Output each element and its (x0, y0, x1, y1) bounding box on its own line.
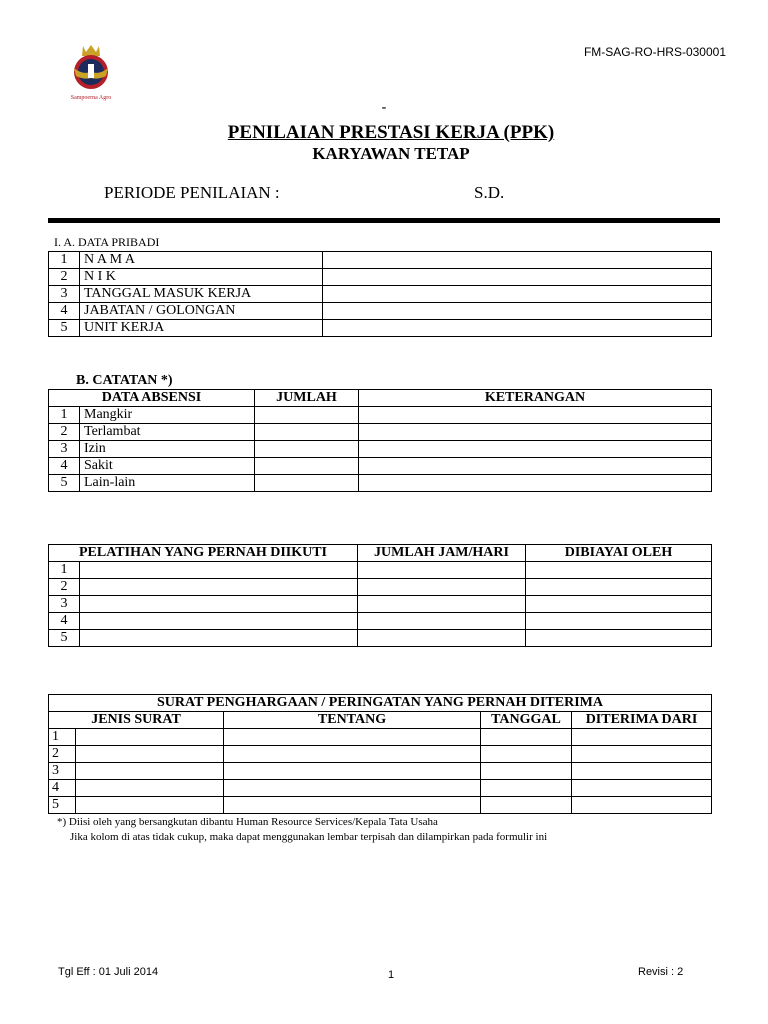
column-header: DITERIMA DARI (572, 712, 712, 729)
table-row (49, 763, 712, 780)
field-value[interactable] (323, 286, 712, 303)
training-name-cell[interactable] (80, 630, 358, 647)
jumlah-cell[interactable] (255, 475, 359, 492)
date-cell[interactable] (481, 780, 572, 797)
section-a-heading: I. A. DATA PRIBADI (54, 235, 160, 249)
funded-by-cell[interactable] (526, 579, 712, 596)
funded-by-cell[interactable] (526, 630, 712, 647)
row-number: 1 (49, 252, 80, 269)
table-title-row (49, 695, 712, 712)
row-number: 5 (49, 630, 80, 647)
field-value[interactable] (323, 303, 712, 320)
field-value[interactable] (323, 269, 712, 286)
about-cell[interactable] (224, 780, 481, 797)
column-header: DATA ABSENSI (49, 390, 255, 407)
column-header: JENIS SURAT (49, 712, 224, 729)
absence-type: Mangkir (80, 407, 255, 424)
row-number: 3 (49, 596, 80, 613)
company-logo (62, 42, 120, 101)
training-name-cell[interactable] (80, 562, 358, 579)
row-number: 2 (49, 746, 76, 763)
keterangan-cell[interactable] (359, 407, 712, 424)
date-cell[interactable] (481, 763, 572, 780)
hours-cell[interactable] (358, 579, 526, 596)
column-header: KETERANGAN (359, 390, 712, 407)
sd-label: S.D. (474, 183, 505, 202)
title-dash: - (381, 100, 387, 115)
note-line-2: Jika kolom di atas tidak cukup, maka dapat menggunakan lembar terpisah dan dilampirkan pada formulir ini (70, 831, 548, 843)
date-cell[interactable] (481, 746, 572, 763)
row-number: 5 (49, 475, 80, 492)
letter-type-cell[interactable] (76, 780, 224, 797)
column-header: TENTANG (224, 712, 481, 729)
page-number: 1 (388, 969, 395, 981)
row-number: 4 (49, 303, 80, 320)
training-name-cell[interactable] (80, 613, 358, 630)
table-row (49, 630, 712, 647)
received-from-cell[interactable] (572, 780, 712, 797)
field-label: N I K (80, 269, 323, 286)
field-label: N A M A (80, 252, 323, 269)
date-cell[interactable] (481, 797, 572, 814)
absence-type: Lain-lain (80, 475, 255, 492)
table-row (49, 303, 712, 320)
table-header-row (49, 712, 712, 729)
absence-type: Sakit (80, 458, 255, 475)
row-number: 3 (49, 286, 80, 303)
table-row (49, 407, 712, 424)
table-row (49, 424, 712, 441)
funded-by-cell[interactable] (526, 613, 712, 630)
table-row (49, 780, 712, 797)
row-number: 1 (49, 729, 76, 746)
table-row (49, 562, 712, 579)
jumlah-cell[interactable] (255, 407, 359, 424)
received-from-cell[interactable] (572, 729, 712, 746)
row-number: 1 (49, 562, 80, 579)
table-row (49, 475, 712, 492)
hours-cell[interactable] (358, 562, 526, 579)
page-subtitle: KARYAWAN TETAP (312, 144, 470, 163)
table-row (49, 729, 712, 746)
keterangan-cell[interactable] (359, 441, 712, 458)
jumlah-cell[interactable] (255, 424, 359, 441)
column-header: PELATIHAN YANG PERNAH DIIKUTI (49, 545, 358, 562)
received-from-cell[interactable] (572, 763, 712, 780)
table-row (49, 252, 712, 269)
absence-type: Izin (80, 441, 255, 458)
training-table (48, 544, 712, 647)
page-title: PENILAIAN PRESTASI KERJA (PPK) (227, 122, 555, 143)
section-b-heading: B. CATATAN *) (76, 373, 173, 388)
jumlah-cell[interactable] (255, 441, 359, 458)
field-value[interactable] (323, 320, 712, 337)
letter-type-cell[interactable] (76, 797, 224, 814)
row-number: 2 (49, 424, 80, 441)
attendance-table (48, 389, 712, 492)
row-number: 1 (49, 407, 80, 424)
row-number: 4 (49, 458, 80, 475)
funded-by-cell[interactable] (526, 596, 712, 613)
table-row (49, 746, 712, 763)
note-line-1: *) Diisi oleh yang bersangkutan dibantu Human Resource Services/Kepala Tata Usaha (57, 816, 438, 828)
field-label: TANGGAL MASUK KERJA (80, 286, 323, 303)
letters-table (48, 694, 712, 814)
about-cell[interactable] (224, 797, 481, 814)
keterangan-cell[interactable] (359, 424, 712, 441)
row-number: 3 (49, 441, 80, 458)
column-header: TANGGAL (481, 712, 572, 729)
keterangan-cell[interactable] (359, 475, 712, 492)
jumlah-cell[interactable] (255, 458, 359, 475)
row-number: 5 (49, 320, 80, 337)
table-row (49, 286, 712, 303)
row-number: 4 (49, 613, 80, 630)
row-number: 3 (49, 763, 76, 780)
table-row (49, 458, 712, 475)
letters-title: SURAT PENGHARGAAN / PERINGATAN YANG PERNAH DITERIMA (49, 695, 712, 712)
about-cell[interactable] (224, 763, 481, 780)
table-header-row (49, 390, 712, 407)
letter-type-cell[interactable] (76, 763, 224, 780)
training-name-cell[interactable] (80, 596, 358, 613)
about-cell[interactable] (224, 746, 481, 763)
form-code: FM-SAG-RO-HRS-030001 (583, 45, 726, 59)
keterangan-cell[interactable] (359, 458, 712, 475)
about-cell[interactable] (224, 729, 481, 746)
table-row (49, 613, 712, 630)
periode-label: PERIODE PENILAIAN : (104, 183, 280, 202)
logo-caption: Sampoerna Agro (70, 95, 112, 101)
received-from-cell[interactable] (572, 746, 712, 763)
absence-type: Terlambat (80, 424, 255, 441)
personal-data-table (48, 251, 712, 337)
table-row (49, 596, 712, 613)
field-value[interactable] (323, 252, 712, 269)
hours-cell[interactable] (358, 613, 526, 630)
field-label: JABATAN / GOLONGAN (80, 303, 323, 320)
row-number: 2 (49, 579, 80, 596)
received-from-cell[interactable] (572, 797, 712, 814)
table-row (49, 320, 712, 337)
date-cell[interactable] (481, 729, 572, 746)
letter-type-cell[interactable] (76, 729, 224, 746)
table-row (49, 797, 712, 814)
footer-effective-date: Tgl Eff : 01 Juli 2014 (58, 966, 159, 978)
footer-revision: Revisi : 2 (638, 966, 684, 978)
column-header: JUMLAH (255, 390, 359, 407)
table-row (49, 441, 712, 458)
row-number: 5 (49, 797, 76, 814)
table-header-row (49, 545, 712, 562)
funded-by-cell[interactable] (526, 562, 712, 579)
letter-type-cell[interactable] (76, 746, 224, 763)
table-row (49, 269, 712, 286)
row-number: 4 (49, 780, 76, 797)
column-header: DIBIAYAI OLEH (526, 545, 712, 562)
hours-cell[interactable] (358, 596, 526, 613)
training-name-cell[interactable] (80, 579, 358, 596)
table-row (49, 579, 712, 596)
field-label: UNIT KERJA (80, 320, 323, 337)
column-header: JUMLAH JAM/HARI (358, 545, 526, 562)
row-number: 2 (49, 269, 80, 286)
hours-cell[interactable] (358, 630, 526, 647)
header-divider (48, 218, 720, 223)
